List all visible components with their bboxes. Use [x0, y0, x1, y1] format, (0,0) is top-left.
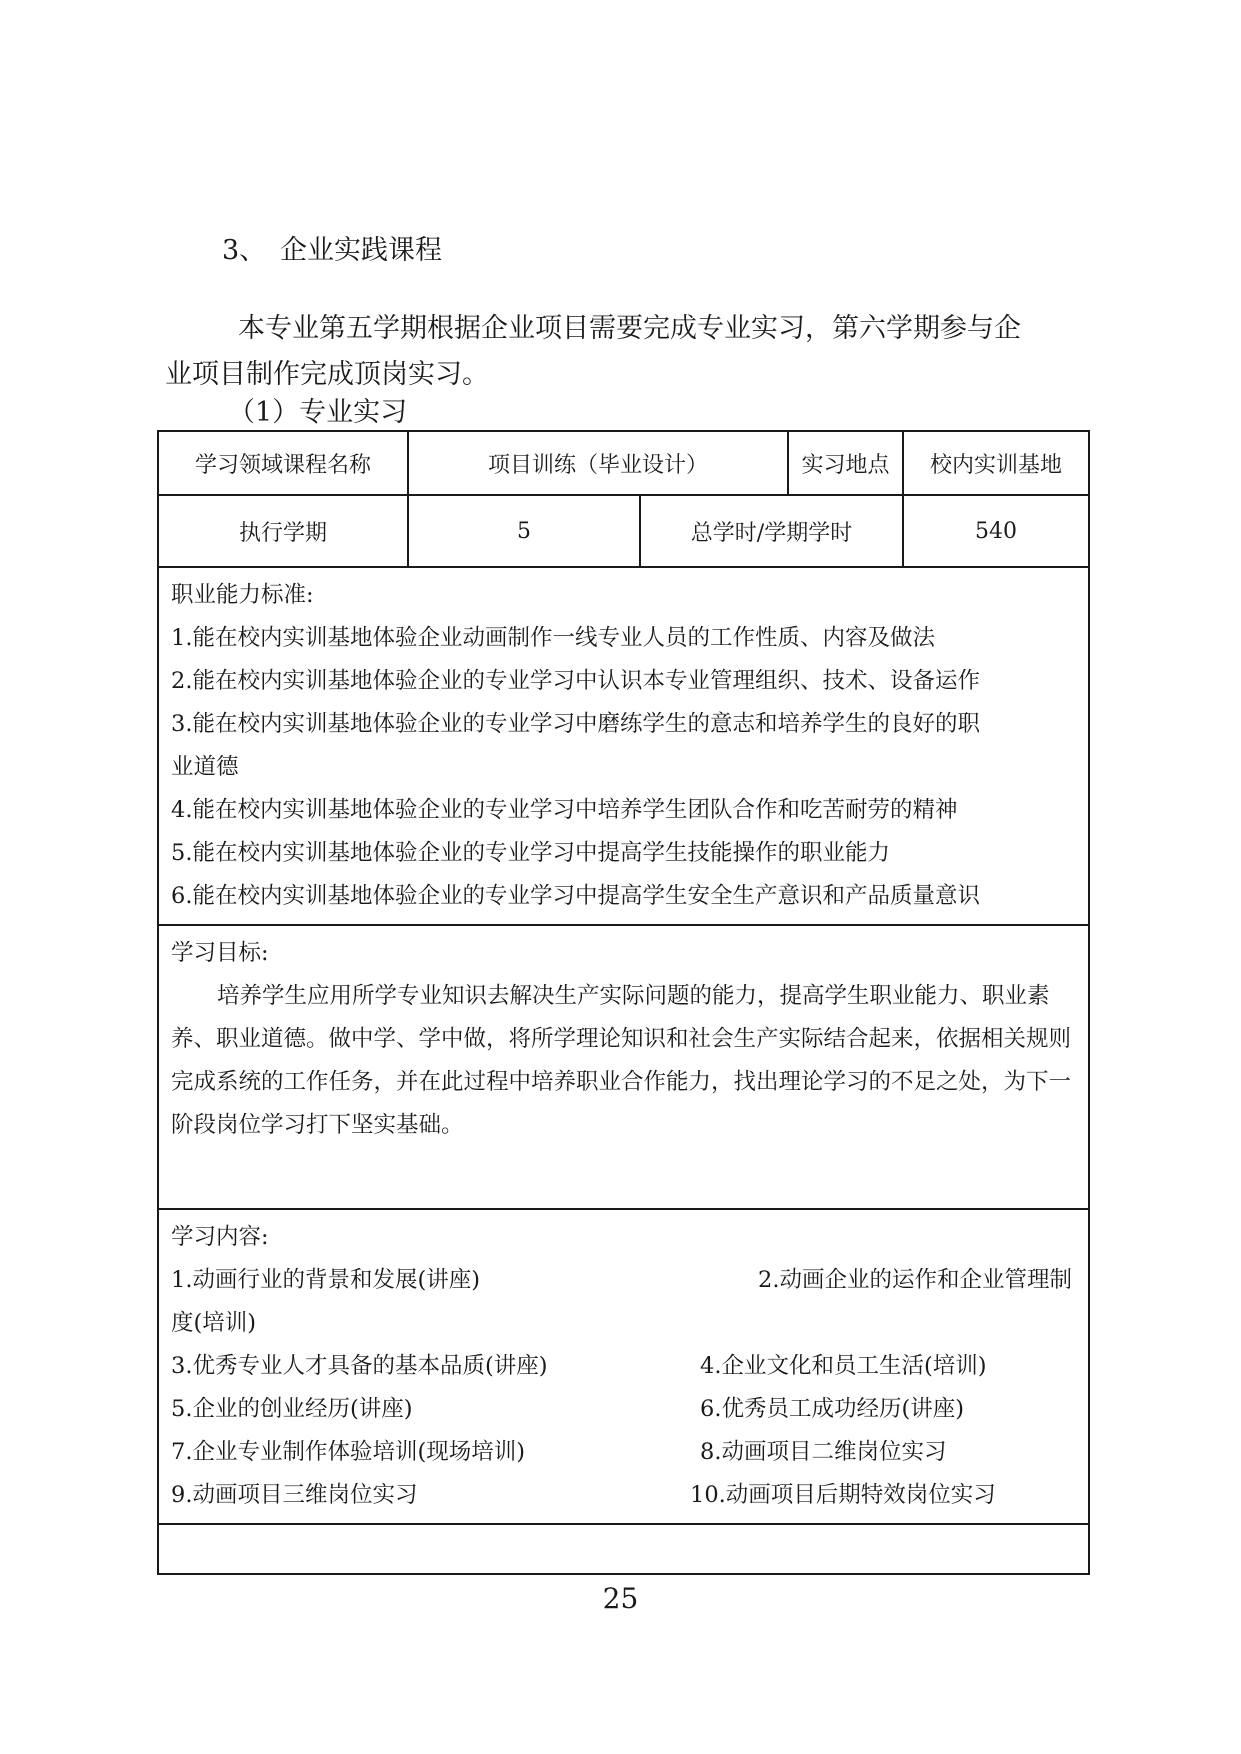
standards-item: 1.能在校内实训基地体验企业动画制作一线专业人员的工作性质、内容及做法 [171, 625, 935, 651]
content-item-continued: 度(培训) [171, 1310, 257, 1336]
semester-value: 5 [408, 495, 640, 567]
hours-value: 540 [903, 495, 1089, 567]
empty-cell [158, 1524, 1089, 1574]
content-item: 3.优秀专业人才具备的基本品质(讲座) [171, 1353, 548, 1379]
content-row [171, 1388, 1076, 1431]
content-item: 5.企业的创业经历(讲座) [171, 1396, 413, 1422]
table-row [158, 1209, 1089, 1524]
content-row [171, 1474, 1076, 1517]
goals-text: 培养学生应用所学专业知识去解决生产实际问题的能力，提高学生职业能力、职业素养、职业道德。做中学、学中做，将所学理论知识和社会生产实际结合起来，依据相关规则完成系统的工作任务，并在此过程中培养职业合作能力，找出理论学习的不足之处，为下一阶段岗位学习打下坚实基础。 [171, 983, 1072, 1138]
table-row [158, 925, 1089, 1209]
course-name: 项目训练（毕业设计） [408, 431, 788, 495]
content-item: 6.优秀员工成功经历(讲座) [700, 1396, 965, 1422]
content-row [171, 1259, 1076, 1302]
content-item: 8.动画项目二维岗位实习 [700, 1439, 947, 1465]
intro-line-2: 业项目制作完成顶岗实习。 [165, 359, 489, 390]
goals-title: 学习目标: [171, 940, 269, 966]
section-number: 3、 [222, 235, 267, 266]
subsection-title: （1）专业实习 [228, 397, 408, 428]
label-course-name: 学习领域课程名称 [158, 431, 408, 495]
content-item: 10.动画项目后期特效岗位实习 [690, 1482, 996, 1508]
label-semester: 执行学期 [158, 495, 408, 567]
standards-item: 6.能在校内实训基地体验企业的专业学习中提高学生安全生产意识和产品质量意识 [171, 883, 980, 909]
content-title: 学习内容: [171, 1224, 269, 1250]
intro-line-1: 本专业第五学期根据企业项目需要完成专业实习，第六学期参与企 [238, 313, 1021, 344]
label-location: 实习地点 [788, 431, 903, 495]
standards-cell [158, 567, 1089, 925]
table-row [158, 495, 1089, 567]
section-title: 企业实践课程 [280, 235, 442, 266]
standards-item: 2.能在校内实训基地体验企业的专业学习中认识本专业管理组织、技术、设备运作 [171, 668, 980, 694]
content-item: 4.企业文化和员工生活(培训) [700, 1353, 987, 1379]
standards-item: 5.能在校内实训基地体验企业的专业学习中提高学生技能操作的职业能力 [171, 840, 890, 866]
content-row [171, 1431, 1076, 1474]
label-hours: 总学时/学期学时 [640, 495, 903, 567]
section-heading [222, 228, 442, 267]
table-row [158, 567, 1089, 925]
page-number: 25 [602, 1582, 639, 1615]
table-row [158, 431, 1089, 495]
content-row [171, 1345, 1076, 1388]
content-item: 2.动画企业的运作和企业管理制 [758, 1267, 1073, 1293]
table-row-empty [158, 1524, 1089, 1574]
content-item: 7.企业专业制作体验培训(现场培训) [171, 1439, 526, 1465]
content-item: 9.动画项目三维岗位实习 [171, 1482, 418, 1508]
location-value: 校内实训基地 [903, 431, 1089, 495]
standards-title: 职业能力标准: [171, 582, 314, 608]
standards-item: 3.能在校内实训基地体验企业的专业学习中磨练学生的意志和培养学生的良好的职 [171, 711, 980, 737]
content-cell [158, 1209, 1089, 1524]
standards-item: 4.能在校内实训基地体验企业的专业学习中培养学生团队合作和吃苦耐劳的精神 [171, 797, 958, 823]
goals-cell [158, 925, 1089, 1209]
content-item: 1.动画行业的背景和发展(讲座) [171, 1267, 481, 1293]
internship-table [157, 430, 1090, 1575]
standards-item: 业道德 [171, 754, 239, 780]
